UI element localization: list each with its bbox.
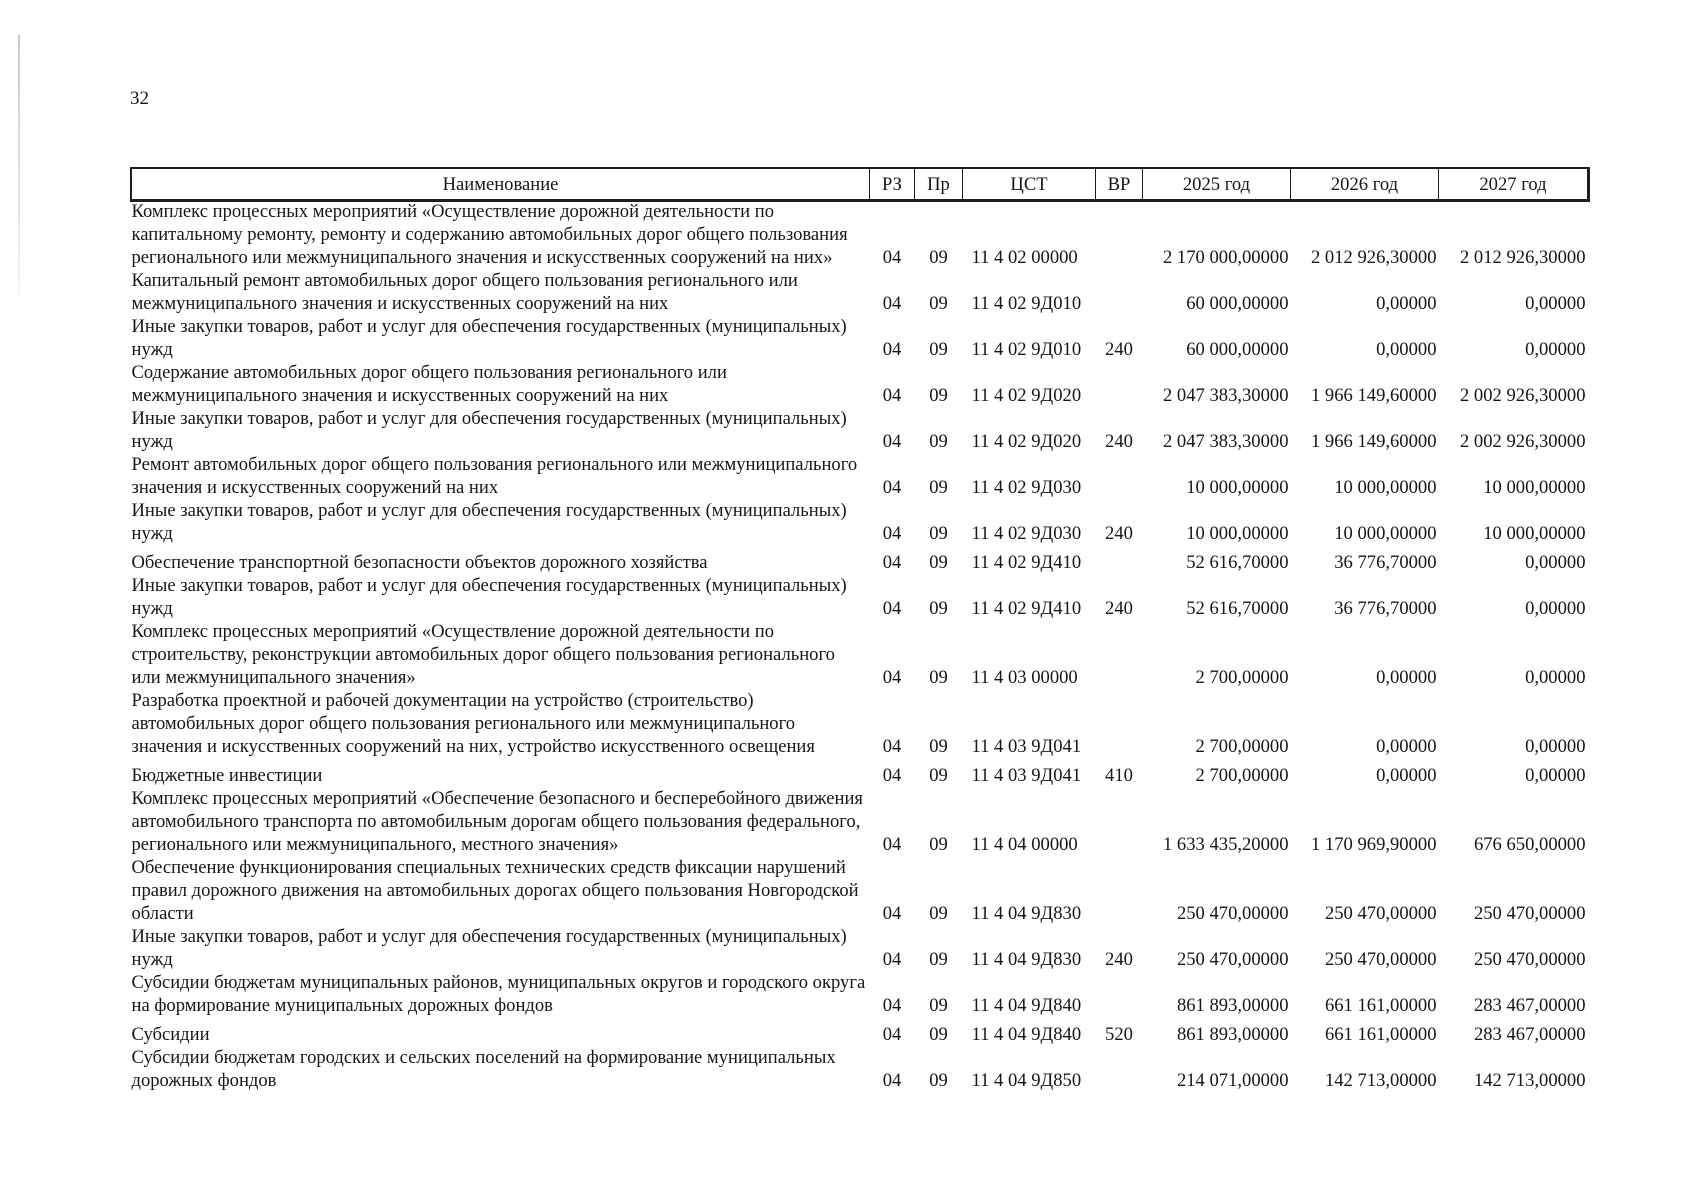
row-vr <box>1096 269 1143 315</box>
row-vr: 240 <box>1105 949 1133 970</box>
row-2026: 10 000,00000 <box>1334 523 1437 544</box>
row-rz: 04 <box>882 477 902 498</box>
row-2025: 2 047 383,30000 <box>1162 431 1289 452</box>
row-vr: 410 <box>1105 765 1133 786</box>
row-2026: 0,00000 <box>1376 765 1437 786</box>
row-rz: 04 <box>882 523 902 544</box>
row-vr <box>1096 200 1143 270</box>
row-2026: 250 470,00000 <box>1324 949 1437 970</box>
row-cst: 11 4 03 00000 <box>971 667 1078 688</box>
table-row <box>132 574 1588 620</box>
row-pr: 09 <box>929 293 948 314</box>
header-2025: 2025 год <box>1143 169 1291 200</box>
row-pr: 09 <box>929 385 948 406</box>
row-2025: 861 893,00000 <box>1176 995 1289 1016</box>
row-2026: 0,00000 <box>1376 339 1437 360</box>
row-pr: 09 <box>929 339 948 360</box>
row-name: Иные закупки товаров, работ и услуг для обеспечения государственных (муниципальных) нужд <box>131 408 847 452</box>
row-2027: 0,00000 <box>1525 667 1586 688</box>
row-rz: 04 <box>882 385 902 406</box>
table-row <box>132 453 1588 499</box>
row-rz: 04 <box>882 1024 902 1045</box>
row-cst: 11 4 04 9Д840 <box>971 995 1082 1016</box>
row-pr: 09 <box>929 765 948 786</box>
row-name: Комплекс процессных мероприятий «Осуществление дорожной деятельности по капитальному ремонту, ремонту и содержанию автомобильных дорог общего пользования регионального или межмуниципального значения и искусственных сооружений на них» <box>131 201 848 268</box>
row-vr <box>1096 620 1143 689</box>
row-2025: 10 000,00000 <box>1186 523 1289 544</box>
row-name: Разработка проектной и рабочей документации на устройство (строительство) автомобильных дорог общего пользования регионального или межмуниципального значения и искусственных сооружений на них, устройство искусственного освещения <box>131 690 815 757</box>
row-rz: 04 <box>882 293 902 314</box>
row-cst: 11 4 04 9Д830 <box>971 903 1082 924</box>
row-pr: 09 <box>929 523 948 544</box>
table-row <box>132 856 1588 925</box>
row-cst: 11 4 02 00000 <box>971 247 1078 268</box>
row-cst: 11 4 04 9Д840 <box>971 1024 1082 1045</box>
table-row <box>132 620 1588 689</box>
row-2026: 1 966 149,60000 <box>1310 385 1437 406</box>
row-rz: 04 <box>882 765 902 786</box>
row-name: Субсидии <box>131 1024 210 1045</box>
row-cst: 11 4 02 9Д030 <box>971 477 1082 498</box>
table-row <box>132 499 1588 545</box>
row-vr <box>1096 545 1143 574</box>
row-2027: 283 467,00000 <box>1473 1024 1586 1045</box>
row-2027: 676 650,00000 <box>1473 834 1586 855</box>
row-2026: 10 000,00000 <box>1334 477 1437 498</box>
row-2027: 250 470,00000 <box>1473 903 1586 924</box>
row-pr: 09 <box>929 995 948 1016</box>
row-rz: 04 <box>882 552 902 573</box>
row-pr: 09 <box>929 736 948 757</box>
row-rz: 04 <box>882 667 902 688</box>
row-rz: 04 <box>882 247 902 268</box>
table-row <box>132 407 1588 453</box>
row-pr: 09 <box>929 552 948 573</box>
row-2025: 60 000,00000 <box>1186 293 1289 314</box>
row-2027: 283 467,00000 <box>1473 995 1586 1016</box>
row-2027: 0,00000 <box>1525 339 1586 360</box>
row-pr: 09 <box>929 1070 948 1091</box>
table-row <box>132 1017 1588 1046</box>
row-2027: 10 000,00000 <box>1483 477 1586 498</box>
row-name: Комплекс процессных мероприятий «Осуществление дорожной деятельности по строительству, реконструкции автомобильных дорог общего пользования регионального или межмуниципального значения» <box>131 621 835 688</box>
row-2026: 661 161,00000 <box>1324 1024 1437 1045</box>
table-row <box>132 315 1588 361</box>
row-vr <box>1096 856 1143 925</box>
row-2025: 52 616,70000 <box>1186 552 1289 573</box>
table-row <box>132 971 1588 1017</box>
row-2026: 0,00000 <box>1376 667 1437 688</box>
table-row <box>132 787 1588 856</box>
row-2026: 36 776,70000 <box>1334 552 1437 573</box>
table-row <box>132 758 1588 787</box>
row-name: Капитальный ремонт автомобильных дорог общего пользования регионального или межмуниципального значения и искусственных сооружений на них <box>131 270 798 314</box>
row-2025: 861 893,00000 <box>1176 1024 1289 1045</box>
row-vr <box>1096 689 1143 758</box>
row-2025: 2 700,00000 <box>1195 765 1289 786</box>
row-2025: 1 633 435,20000 <box>1162 834 1289 855</box>
header-rz: РЗ <box>870 169 915 200</box>
row-pr: 09 <box>929 477 948 498</box>
row-2025: 2 700,00000 <box>1195 667 1289 688</box>
row-2027: 0,00000 <box>1525 552 1586 573</box>
row-rz: 04 <box>882 598 902 619</box>
row-pr: 09 <box>929 667 948 688</box>
row-pr: 09 <box>929 598 948 619</box>
row-cst: 11 4 02 9Д020 <box>971 431 1082 452</box>
row-name: Иные закупки товаров, работ и услуг для обеспечения государственных (муниципальных) нужд <box>131 500 847 544</box>
row-cst: 11 4 02 9Д010 <box>971 339 1082 360</box>
budget-table <box>131 168 1588 1092</box>
row-name: Субсидии бюджетам городских и сельских поселений на формирование муниципальных дорожных фондов <box>131 1047 836 1091</box>
header-pr: Пр <box>915 169 963 200</box>
row-name: Иные закупки товаров, работ и услуг для обеспечения государственных (муниципальных) нужд <box>131 316 847 360</box>
table-row <box>132 925 1588 971</box>
table-row <box>132 689 1588 758</box>
row-vr <box>1096 1046 1143 1092</box>
row-cst: 11 4 02 9Д020 <box>971 385 1082 406</box>
row-rz: 04 <box>882 949 902 970</box>
row-cst: 11 4 04 00000 <box>971 834 1078 855</box>
table-row <box>132 1046 1588 1092</box>
row-2027: 0,00000 <box>1525 765 1586 786</box>
row-pr: 09 <box>929 431 948 452</box>
row-cst: 11 4 02 9Д410 <box>971 552 1082 573</box>
row-2027: 0,00000 <box>1525 293 1586 314</box>
row-2027: 2 002 926,30000 <box>1459 431 1586 452</box>
row-2027: 142 713,00000 <box>1473 1070 1586 1091</box>
row-rz: 04 <box>882 339 902 360</box>
table-row <box>132 361 1588 407</box>
row-cst: 11 4 04 9Д830 <box>971 949 1082 970</box>
row-name: Комплекс процессных мероприятий «Обеспечение безопасного и бесперебойного движения автомобильного транспорта по автомобильным дорогам общего пользования федерального, регионального или межмуниципального, местного значения» <box>131 788 863 855</box>
header-cst: ЦСТ <box>963 169 1096 200</box>
row-2025: 10 000,00000 <box>1186 477 1289 498</box>
row-rz: 04 <box>882 1070 902 1091</box>
row-name: Содержание автомобильных дорог общего пользования регионального или межмуниципального значения и искусственных сооружений на них <box>131 362 727 406</box>
row-2027: 10 000,00000 <box>1483 523 1586 544</box>
header-2026: 2026 год <box>1291 169 1439 200</box>
row-pr: 09 <box>929 1024 948 1045</box>
row-name: Иные закупки товаров, работ и услуг для обеспечения государственных (муниципальных) нужд <box>131 575 847 619</box>
row-vr <box>1096 453 1143 499</box>
row-2027: 0,00000 <box>1525 598 1586 619</box>
row-2026: 1 966 149,60000 <box>1310 431 1437 452</box>
row-2027: 0,00000 <box>1525 736 1586 757</box>
row-2026: 250 470,00000 <box>1324 903 1437 924</box>
row-2027: 2 012 926,30000 <box>1459 247 1586 268</box>
row-rz: 04 <box>882 834 902 855</box>
row-rz: 04 <box>882 995 902 1016</box>
row-2025: 250 470,00000 <box>1176 949 1289 970</box>
row-pr: 09 <box>929 247 948 268</box>
row-cst: 11 4 03 9Д041 <box>971 765 1082 786</box>
row-name: Бюджетные инвестиции <box>131 765 323 786</box>
row-cst: 11 4 02 9Д410 <box>971 598 1082 619</box>
row-name: Ремонт автомобильных дорог общего пользования регионального или межмуниципального значения и искусственных сооружений на них <box>131 454 858 498</box>
row-2025: 2 170 000,00000 <box>1162 247 1289 268</box>
header-row <box>132 169 1588 200</box>
header-vr: ВР <box>1096 169 1143 200</box>
row-vr: 240 <box>1105 523 1133 544</box>
row-2025: 52 616,70000 <box>1186 598 1289 619</box>
row-2025: 250 470,00000 <box>1176 903 1289 924</box>
table-body <box>132 200 1588 1093</box>
row-name: Иные закупки товаров, работ и услуг для обеспечения государственных (муниципальных) нужд <box>131 926 847 970</box>
row-name: Обеспечение транспортной безопасности объектов дорожного хозяйства <box>131 552 708 573</box>
row-pr: 09 <box>929 903 948 924</box>
row-name: Обеспечение функционирования специальных технических средств фиксации нарушений правил дорожного движения на автомобильных дорогах общего пользования Новгородской области <box>131 857 859 924</box>
row-vr: 240 <box>1105 431 1133 452</box>
row-vr <box>1096 361 1143 407</box>
row-2026: 36 776,70000 <box>1334 598 1437 619</box>
row-2026: 2 012 926,30000 <box>1310 247 1437 268</box>
row-2026: 661 161,00000 <box>1324 995 1437 1016</box>
row-cst: 11 4 04 9Д850 <box>971 1070 1082 1091</box>
header-name: Наименование <box>132 169 870 200</box>
row-pr: 09 <box>929 949 948 970</box>
row-2025: 214 071,00000 <box>1176 1070 1289 1091</box>
row-vr <box>1096 971 1143 1017</box>
page-number: 32 <box>130 88 149 109</box>
row-2025: 60 000,00000 <box>1186 339 1289 360</box>
table-row <box>132 545 1588 574</box>
row-2026: 142 713,00000 <box>1324 1070 1437 1091</box>
row-vr <box>1096 787 1143 856</box>
row-cst: 11 4 02 9Д010 <box>971 293 1082 314</box>
row-2026: 0,00000 <box>1376 736 1437 757</box>
row-2026: 0,00000 <box>1376 293 1437 314</box>
row-rz: 04 <box>882 903 902 924</box>
row-name: Субсидии бюджетам муниципальных районов, муниципальных округов и городского округа на формирование муниципальных дорожных фондов <box>131 972 866 1016</box>
row-vr: 240 <box>1105 339 1133 360</box>
row-vr: 240 <box>1105 598 1133 619</box>
row-cst: 11 4 03 9Д041 <box>971 736 1082 757</box>
row-2025: 2 047 383,30000 <box>1162 385 1289 406</box>
row-pr: 09 <box>929 834 948 855</box>
row-cst: 11 4 02 9Д030 <box>971 523 1082 544</box>
row-vr: 520 <box>1105 1024 1133 1045</box>
row-2027: 2 002 926,30000 <box>1459 385 1586 406</box>
row-2026: 1 170 969,90000 <box>1310 834 1437 855</box>
row-rz: 04 <box>882 736 902 757</box>
table-row <box>132 269 1588 315</box>
table-header <box>132 169 1588 200</box>
header-2027: 2027 год <box>1439 169 1588 200</box>
row-2027: 250 470,00000 <box>1473 949 1586 970</box>
row-2025: 2 700,00000 <box>1195 736 1289 757</box>
table-row <box>132 200 1588 270</box>
row-rz: 04 <box>882 431 902 452</box>
scan-edge-mark <box>18 35 20 295</box>
